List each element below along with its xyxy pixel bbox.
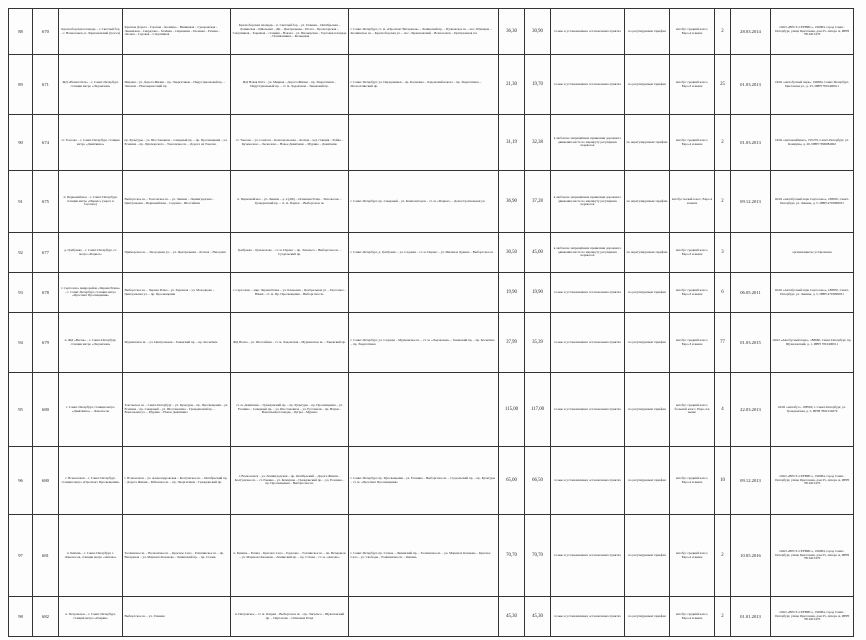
cell-km2: 45,30 (525, 597, 551, 637)
cell-no: 91 (9, 171, 33, 233)
cell-order: в любом не запрещённом правилами дорожного движения месте по маршруту регулярных перевозок (551, 171, 625, 233)
cell-km2: 35,39 (525, 313, 551, 373)
cell-stops: ст. Токсово – ул. Советов – Комсомольская – Лесная – ж/д станция – Ройка – Кузьмолово – Лесколово – Новое Девяткино – Мурино – Девяткино (231, 115, 349, 171)
cell-tariff: по нерегулируемым тарифам (625, 233, 670, 273)
cell-stops: Красноборская площадь – п. Светлый бор – ул. Главная – Октябрьская – Ленинская – Школьная – ДК – Центральная – Почта – Пролетарская – Спортивная – Заречная – станция – Вокзал – ул. Пионерская – Торговая площадь – Поликлиника – Кольцевая (231, 9, 349, 55)
cell-stops: ЖД Новая Охта – ул. Мирная – Дорога Жизни – пр. Энергетиков – Индустриальный пр. – ст. м. Ладожская – Заневский пр. (231, 55, 349, 115)
cell-route: п. Кипень – г. Санкт-Петербург, г. Ломоносов, станция метро «Автово» (59, 515, 123, 597)
cell-tariff: по регулируемым тарифам (625, 447, 670, 515)
cell-tariff: по нерегулируемым тарифам (625, 171, 670, 233)
cell-no: 97 (9, 515, 33, 597)
cell-vehicle: автобус средний класс, Евро-3 и выше (670, 273, 715, 313)
table-row (9, 171, 854, 233)
cell-vehicle: автобус средний класс, большой класс, Евро-4 и выше (670, 373, 715, 447)
cell-stops2 (349, 597, 499, 637)
cell-km1: 21,30 (499, 55, 525, 115)
cell-date: 01.01.2013 (731, 597, 771, 637)
cell-count: 25 (715, 55, 731, 115)
cell-streets: Выборгское ш. – Токсовское ш. – ул. Ленина – Ленинградская – Центральная – Первомайская – Садовая – Шоссейная (123, 171, 231, 233)
cell-km2: 37,28 (525, 171, 551, 233)
cell-no: 90 (9, 115, 33, 171)
cell-streets: Мирная – ул. Дорога Жизни – пр. Энергетиков – Индустриальный пр. – Ленская – Новочеркасский пр. (123, 55, 231, 115)
cell-count: 6 (715, 273, 731, 313)
cell-no: 92 (9, 233, 33, 273)
table-row (9, 233, 854, 273)
cell-carrier: ООО «Автобусный парк Сертолово», 188650, Санкт-Петербург, ул. Ленина, д. 5, ИНН 4703098031 (771, 273, 854, 313)
cell-id: 675 (33, 171, 59, 233)
cell-date: 01.03.2013 (731, 115, 771, 171)
cell-no: 98 (9, 597, 33, 637)
cell-tariff: по нерегулируемым тарифам (625, 115, 670, 171)
cell-stops: п. Петровское – ст. м. Озерки – Выборгское ш. – пр. Энгельса – Шуваловский пр. – Парголово – Осиновая Роща (231, 597, 349, 637)
cell-vehicle: автобус средний класс, Евро-4 и выше (670, 447, 715, 515)
cell-order: только в установленных остановочных пунктах (551, 515, 625, 597)
cell-count: 77 (715, 313, 731, 373)
cell-stops: г. Сертолово – мкр. Черная Речка – ул. Кленовая – Центральная ул. – Песочное – Юкки – ст. м. Пр. Просвещения – Выборгское ш. (231, 273, 349, 313)
cell-km1: 65,00 (499, 447, 525, 515)
cell-date: 09.12.2013 (731, 171, 771, 233)
cell-carrier: ООО «ВЕСТ-СЕРВИС», 196084, город Санкт-Петербург, улица Цветочная, дом 25, литера А, ИНН 7810415470 (771, 447, 854, 515)
cell-stops: ст. м. Девяткино – Гражданский пр. – пр. Культуры – пр. Просвещения – ул. Есенина – Северный пр. – ул. Шостаковича – ул. Руставели – пр. Науки – Вокзальная площадь – Бугры – Мурино (231, 373, 349, 447)
cell-stops2: г. Санкт-Петербург, ст. м. «Проспект Ветеранов» – Ленинский пр. – Пулковское ш. – пос. Шушары – Колпинское ш. – Красноборская ул. – пос. Ларионовский – Всеволожск – Центральная пл. (349, 9, 499, 55)
cell-stops2: г. Санкт-Петербург, пр. Северный – ул. Композиторов – ст. м. «Парнас» – Домостроительная ул. (349, 171, 499, 233)
table-row (9, 313, 854, 373)
cell-order: только в установленных остановочных пунктах (551, 55, 625, 115)
cell-order: только в установленных остановочных пунктах (551, 273, 625, 313)
cell-order: только в установленных остановочных пунктах (551, 597, 625, 637)
cell-no: 93 (9, 273, 33, 313)
cell-tariff: по регулируемым тарифам (625, 273, 670, 313)
cell-stops2: г. Санкт-Петербург, ул. Садовая – Мурманское ш. – ст. м. «Ладожская» – Заневский пр. – пр. Косыгина – пр. Энергетиков (349, 313, 499, 373)
cell-id: 680 (33, 447, 59, 515)
cell-km1: 70,70 (499, 515, 525, 597)
cell-stops: п. Первомайское – ул. Ленина – д. 4 (ДК) – Осиновая Роща – Энгельсово – Гражданский пр. – ст. м. Парнас – Выборгское ш. (231, 171, 349, 233)
cell-km1: 30,50 (499, 233, 525, 273)
cell-no: 89 (9, 55, 33, 115)
cell-id: 679 (33, 313, 59, 373)
cell-date: 10.05.2016 (731, 515, 771, 597)
cell-id: 681 (33, 515, 59, 597)
cell-stops2 (349, 115, 499, 171)
cell-km2: 30,90 (525, 9, 551, 55)
cell-vehicle: автобус средний класс, Евро-4 и выше (670, 515, 715, 597)
table-row (9, 55, 854, 115)
cell-streets: Выборгское ш. – ул. Главная (123, 597, 231, 637)
cell-vehicle: автобус средний класс, Евро-3 и выше (670, 233, 715, 273)
cell-vehicle: автобус средний класс, Евро-3 и выше (670, 55, 715, 115)
cell-no: 95 (9, 373, 33, 447)
cell-route: г. Сертолово, микрорайон «Черная Речка» – г. Санкт-Петербург, станция метро «Проспект Просвещения» (59, 273, 123, 313)
table-row (9, 373, 854, 447)
cell-date: 06.05.2011 (731, 273, 771, 313)
cell-stops2 (349, 273, 499, 313)
cell-count: 4 (715, 373, 731, 447)
cell-km1: 36,90 (499, 171, 525, 233)
cell-streets: Токсовское ш. – Санкт-Петербург – ул. Культуры – пр. Просвещения – ул. Есенина – пр. Северный – ул. Шостаковича – Гражданский пр. – Вокзальная ул. – Мурино – Новое Девяткино (123, 373, 231, 447)
cell-tariff: по регулируемым тарифам (625, 597, 670, 637)
cell-order: в любом не запрещённом правилами дорожного движения месте по маршруту регулярных перевозок (551, 233, 625, 273)
cell-carrier: ООО «ВЕСТ-СЕРВИС», 196084, город Санкт-Петербург, улица Цветочная, дом 25, литера А, ИНН 7810415470 (771, 597, 854, 637)
cell-no: 94 (9, 313, 33, 373)
cell-count: 2 (715, 171, 731, 233)
cell-streets: Красная Дорога – Горская – Колпино – Вишневая – Суворовская – Ленинская – Свердлова – Зелёная – Сиреневая – Полевая – Речная – Лесная – Садовая – Спортивная (123, 9, 231, 55)
cell-route: г. Всеволожск – г. Санкт-Петербург, станция метро «Проспект Просвещения» (59, 447, 123, 515)
cell-tariff: по регулируемым тарифам (625, 9, 670, 55)
cell-stops2: г. Санкт-Петербург, ул. Передовиков – пр. Косыгина – Ладожский вокзал – пр. Энергетиков – Малоохтинский пр. (349, 55, 499, 115)
cell-stops2 (349, 373, 499, 447)
cell-date: 01.03.2015 (731, 313, 771, 373)
cell-no: 88 (9, 9, 33, 55)
cell-km1: 36,30 (499, 9, 525, 55)
table-row (9, 115, 854, 171)
cell-order: только в установленных остановочных пунктах (551, 313, 625, 373)
cell-stops: Грибулево – Кузьмолово – ст. м. Парнас – пр. Энгельса – Выборгское ш. – Суздальский пр. (231, 233, 349, 273)
cell-km2: 117,00 (525, 373, 551, 447)
table-row (9, 597, 854, 637)
cell-tariff: по регулируемым тарифам (625, 373, 670, 447)
cell-route: д. Грибулево – г. Санкт-Петербург, ст. метро «Парнас» (59, 233, 123, 273)
cell-route: ст. Токсово – г. Санкт-Петербург, станция метро «Девяткино» (59, 115, 123, 171)
cell-vehicle: автобус средний класс, Евро-3 и выше (670, 313, 715, 373)
cell-id: 680 (33, 373, 59, 447)
cell-date: 28.03.2014 (731, 9, 771, 55)
cell-count: 2 (715, 9, 731, 55)
cell-id: 670 (33, 9, 59, 55)
cell-carrier: ООО «Автобус», 188560, г. Санкт-Петербург, ул. Гражданская, д. 5, ИНН 7804154670 (771, 373, 854, 447)
cell-route: п. Петровское – г. Санкт-Петербург, станция метро «Озерки» (59, 597, 123, 637)
cell-id: 678 (33, 273, 59, 313)
cell-km1: 45,30 (499, 597, 525, 637)
table-body (9, 9, 854, 637)
cell-order: только в установленных остановочных пунктах (551, 373, 625, 447)
route-register-table (8, 8, 854, 637)
cell-route: п. ЖД «Весна» – г. Санкт-Петербург, станция метро «Ладожская» (59, 313, 123, 373)
cell-carrier: ООО «Автобусный парк», 196084, Санкт-Петербург, Цветочная ул., д. 25, ИНН 7810406911 (771, 55, 854, 115)
table-row (9, 447, 854, 515)
cell-carrier: ООО «ВЕСТ-СЕРВИС», 196084, город Санкт-Петербург, улица Цветочная, дом 25, литера А, ИНН 7810415470 (771, 515, 854, 597)
cell-tariff: по регулируемым тарифам (625, 313, 670, 373)
cell-streets: Приморское ш. – Загородная ул. – ул. Центральная – Лесная – Нагорная (123, 233, 231, 273)
table-row (9, 273, 854, 313)
cell-stops2: г. Санкт-Петербург, пр. Просвещения – ул. Есенина – Выборгское ш. – Суздальский пр. – пр. Культуры – ст. м. «Проспект Просвещения» (349, 447, 499, 515)
cell-count: 3 (715, 233, 731, 273)
cell-order: в любом не запрещённом правилами дорожного движения месте по маршруту регулярных перевозок (551, 115, 625, 171)
cell-order: только в установленных остановочных пунктах (551, 9, 625, 55)
cell-carrier: ООО «Автобусный парк Сертолово», 188650, Санкт-Петербург, ул. Ленина, д. 5, ИНН 4703098031 (771, 171, 854, 233)
cell-date: 09.12.2013 (731, 447, 771, 515)
cell-stops2: г. Санкт-Петербург, пр. Стачек – Ленинский пр. – Таллинское ш. – ул. Маршала Казакова – Красное Село – ул. Свободы – Ропшинское ш. – Кипень (349, 515, 499, 597)
cell-carrier: ООО «Автокомбинат», 195279, Санкт-Петербург, ул. Коммуны, д. 26, ИНН 7806084692 (771, 115, 854, 171)
cell-id: 671 (33, 55, 59, 115)
cell-id: 682 (33, 597, 59, 637)
cell-route: ЖД «Новая Охта» – г. Санкт-Петербург, станция метро «Ладожская» (59, 55, 123, 115)
cell-date (731, 233, 771, 273)
cell-id: 677 (33, 233, 59, 273)
cell-km2: 19,70 (525, 55, 551, 115)
cell-km2: 70,70 (525, 515, 551, 597)
cell-id: 674 (33, 115, 59, 171)
cell-date: 22.03.2013 (731, 373, 771, 447)
cell-streets: Мурманское ш. – ул. Центральная – Заневский пр. – пр. Косыгина (123, 313, 231, 373)
cell-date: 01.03.2013 (731, 55, 771, 115)
cell-vehicle: автобус малый класс, Евро-4 и выше (670, 171, 715, 233)
cell-carrier: ООО «ВЕСТ-СЕРВИС», 196084, город Санкт-Петербург, улица Цветочная, дом 25, литера А, ИНН 7810415470 (771, 9, 854, 55)
cell-vehicle: автобус средний класс, Евро-4 и выше (670, 597, 715, 637)
table-row (9, 9, 854, 55)
cell-count: 2 (715, 515, 731, 597)
cell-carrier: ООО «Автобусный парк», 188660, Санкт-Петербург, пр. Шуваловский, д. 1, ИНН 7810406911 (771, 313, 854, 373)
cell-streets: Выборгское ш. – Черная Речка – ул. Заречная – ул. Молодцова – Центральная ул. – пр. Просвещения (123, 273, 231, 313)
cell-order: только в установленных остановочных пунктах (551, 447, 625, 515)
cell-km2: 19,90 (525, 273, 551, 313)
cell-streets: пр. Культуры – ул. Шостаковича – Северный пр. – пр. Просвещения – ул. Есенина – пр. Луначарского – Токсовское ш. – Дорога на Токсово (123, 115, 231, 171)
cell-streets: г. Всеволожск – ул. Александровская – Колтушское ш. – Октябрьский пр. – Дорога Жизни – Рябовское ш. – пр. Энергетиков – Гражданский пр. (123, 447, 231, 515)
cell-tariff: по регулируемым тарифам (625, 515, 670, 597)
cell-count: 10 (715, 447, 731, 515)
cell-km1: 31,19 (499, 115, 525, 171)
cell-tariff: по регулируемым тарифам (625, 55, 670, 115)
cell-km2: 66,50 (525, 447, 551, 515)
cell-count: 2 (715, 597, 731, 637)
cell-count: 2 (715, 115, 731, 171)
cell-route: Красноборская площадь – г. Светлый бор – г. Всеволожск, п. Ларионовский (трасса) (59, 9, 123, 55)
cell-vehicle: автобус средний класс, Евро-4 и выше (670, 115, 715, 171)
cell-stops: г. Всеволожск – ул. Ленинградская – пр. Октябрьский – Дорога Жизни – Колтушское ш. – ст. Ржевка – ул. Коммуны – Гражданский пр. – ул. Есенина – пр. Просвещения – Выборгское ш. (231, 447, 349, 515)
table-row (9, 515, 854, 597)
cell-vehicle: автобус средний класс, Евро-4 и выше (670, 9, 715, 55)
cell-km1: 37,99 (499, 313, 525, 373)
cell-km2: 32,38 (525, 115, 551, 171)
cell-km2: 45,00 (525, 233, 551, 273)
cell-route: г. Санкт-Петербург, станция метро «Девяткино» – Ломоносов (59, 373, 123, 447)
cell-route: п. Первомайское – г. Санкт-Петербург, станция метро «Парнас» (через п. Скотное) (59, 171, 123, 233)
cell-streets: Таллинское ш. – Волхонское ш. – Красное Село – Ропшинское ш. – пр. Ветеранов – ул. Маршала Казакова – Ленинский пр. – пр. Стачек (123, 515, 231, 597)
cell-stops2: г. Санкт-Петербург, д. Грибулево – ул. Садовая – ст. м. Парнас – ул. Михаила Дудина – Выборгское ш. (349, 233, 499, 273)
cell-no: 96 (9, 447, 33, 515)
cell-stops: п. Кипень – Ропша – Красное Село – Горелово – Таллинское ш. – пр. Ветеранов – ул. Маршала Казакова – Ленинский пр. – пр. Стачек – ст. м. «Автово» (231, 515, 349, 597)
cell-stops: ЖД Весна – ул. Шоссейная – ст. м. Ладожская – Мурманское ш. – Заневский пр. (231, 313, 349, 373)
cell-km1: 19,90 (499, 273, 525, 313)
cell-carrier: организация не установлена (771, 233, 854, 273)
cell-km1: 115,00 (499, 373, 525, 447)
